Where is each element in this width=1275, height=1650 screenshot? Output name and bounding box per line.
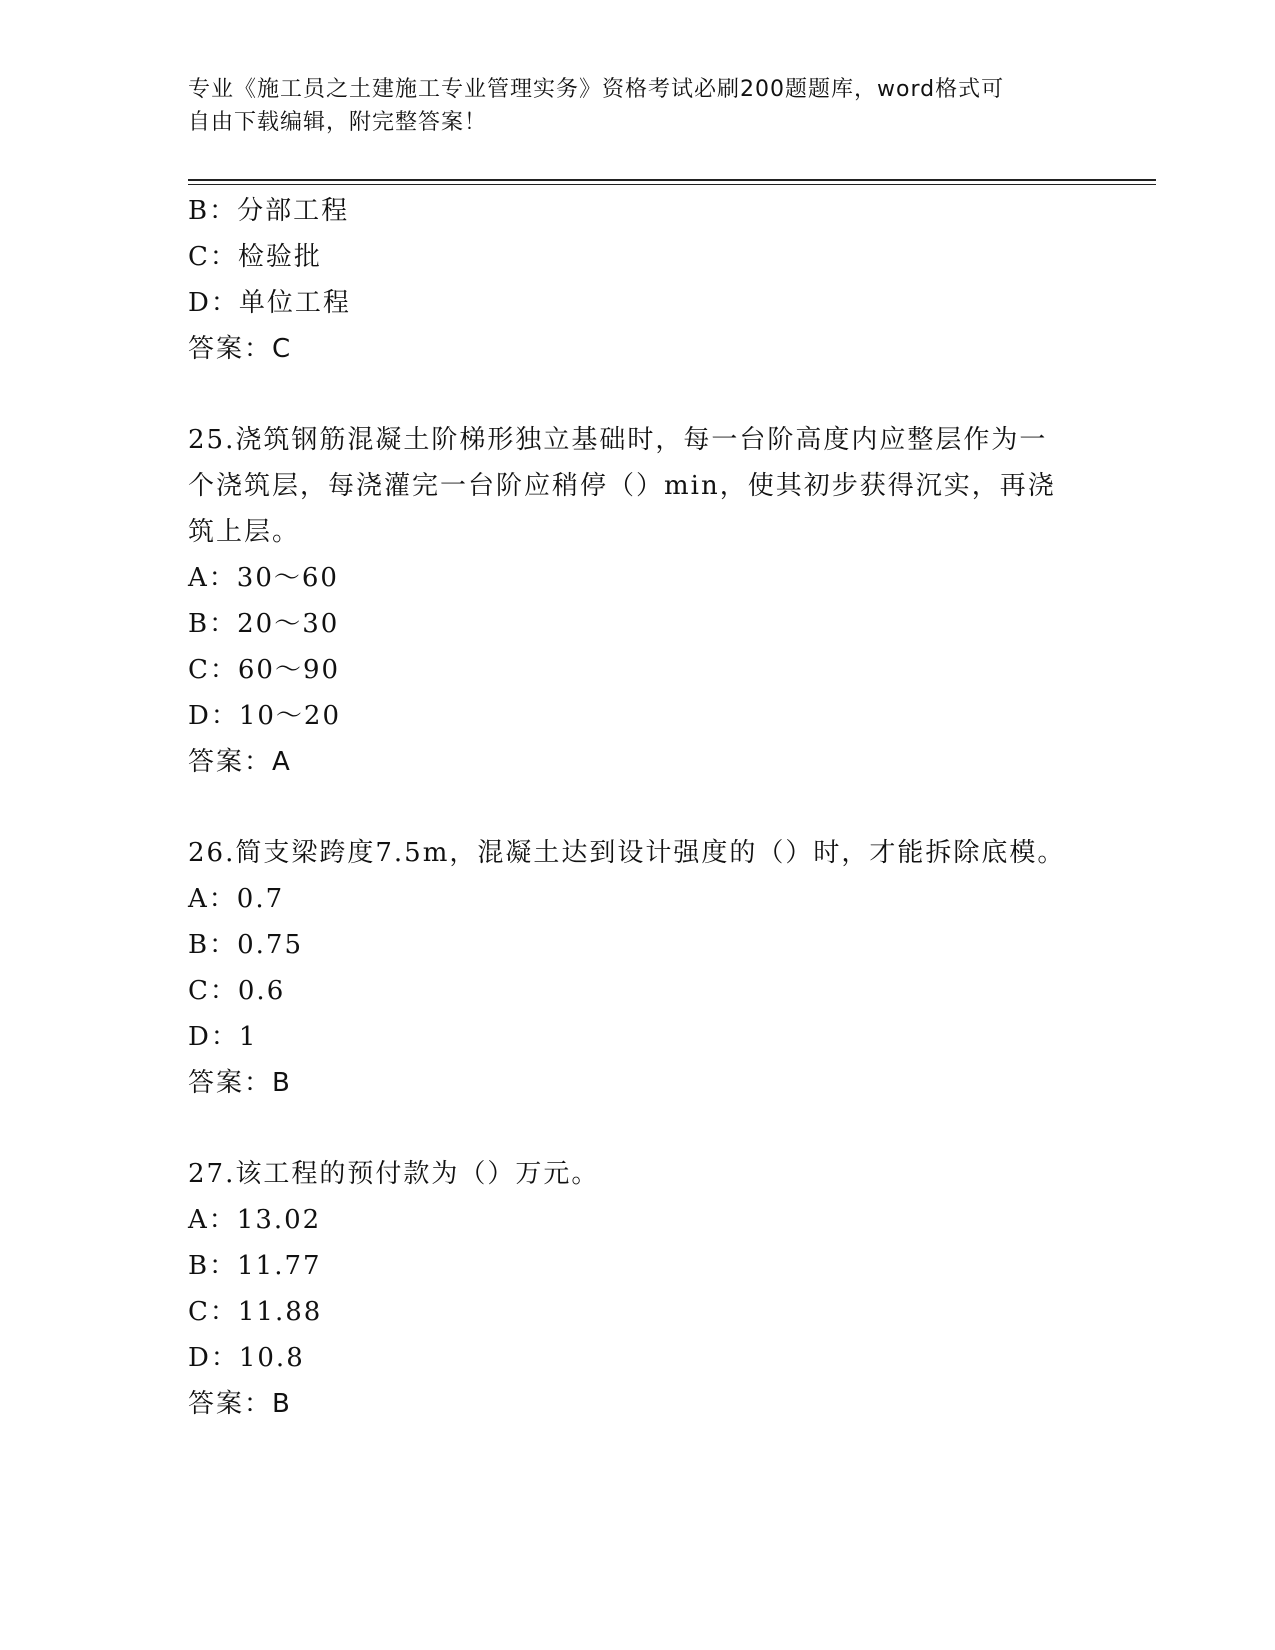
header-divider-thin: [188, 184, 1156, 185]
question-list: [188, 188, 1088, 1427]
answer-line: 答案：B: [188, 1068, 292, 1098]
document-header: [188, 73, 1068, 139]
option-b: B：分部工程: [188, 196, 350, 226]
header-divider-thick: [188, 179, 1156, 181]
question-text-line: 25.浇筑钢筋混凝土阶梯形独立基础时，每一台阶高度内应整层作为一: [188, 425, 1048, 455]
question-text-line: 筑上层。: [188, 517, 301, 547]
option-b: B：0.75: [188, 930, 303, 960]
answer-line: 答案：A: [188, 747, 292, 777]
header-line-1: 专业《施工员之土建施工专业管理实务》资格考试必刷200题题库，word格式可: [188, 77, 1005, 102]
previous-question-tail: [188, 188, 1088, 372]
option-c: C：检验批: [188, 242, 322, 272]
option-d: D：单位工程: [188, 288, 351, 318]
question-text-line: 26.简支梁跨度7.5m，混凝土达到设计强度的（）时，才能拆除底模。: [188, 838, 1066, 868]
option-c: C：11.88: [188, 1297, 323, 1327]
question-25: [188, 417, 1088, 785]
option-a: A：0.7: [188, 884, 285, 914]
option-b: B：11.77: [188, 1251, 322, 1281]
question-27: [188, 1151, 1088, 1427]
option-c: C：60～90: [188, 655, 341, 685]
option-c: C：0.6: [188, 976, 286, 1006]
question-text-line: 27.该工程的预付款为（）万元。: [188, 1159, 600, 1189]
question-26: [188, 830, 1088, 1106]
answer-line: 答案：B: [188, 1389, 292, 1419]
question-text-line: 个浇筑层，每浇灌完一台阶应稍停（）min，使其初步获得沉实，再浇: [188, 471, 1056, 501]
option-d: D：1: [188, 1022, 258, 1052]
option-a: A：13.02: [188, 1205, 322, 1235]
header-line-2: 自由下载编辑，附完整答案！: [188, 110, 488, 135]
option-d: D：10.8: [188, 1343, 305, 1373]
option-d: D：10～20: [188, 701, 342, 731]
option-b: B：20～30: [188, 609, 340, 639]
option-a: A：30～60: [188, 563, 339, 593]
answer-line: 答案：C: [188, 334, 293, 364]
